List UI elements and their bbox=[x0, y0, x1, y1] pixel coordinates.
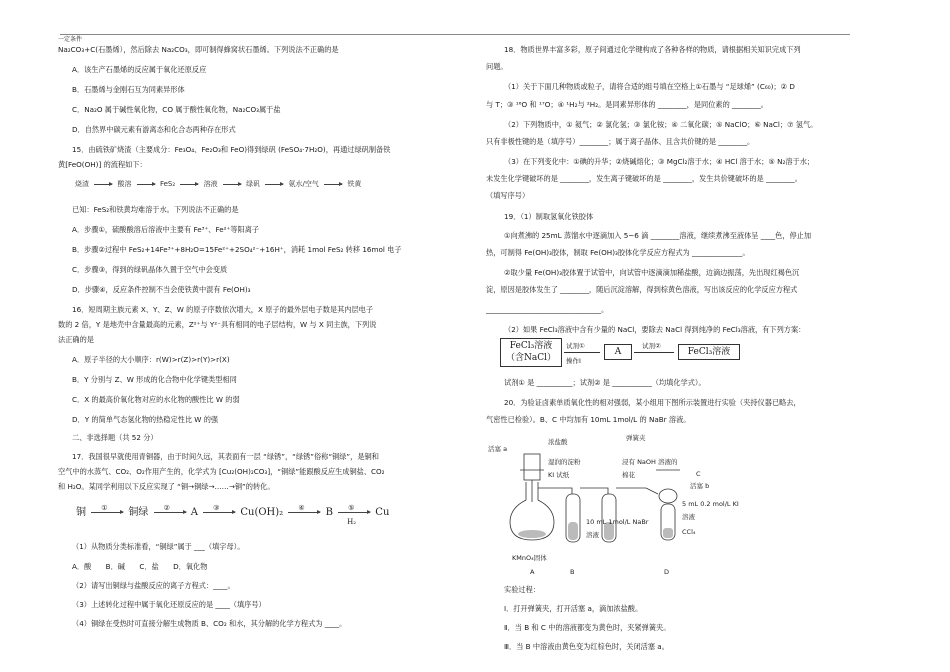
q15-stem: 15．由硫铁矿烧渣（主要成分：Fe₃O₄、Fe₂O₃和 FeO)得到绿矾 (FeSO₄·7H₂O)，再通过绿矾制备铁 bbox=[72, 145, 391, 154]
q17-stem-3: 和 H₂O。某同学利用以下反应实现了 “铜→铜绿→……→铜”的转化。 bbox=[58, 482, 275, 491]
q19-sub2: （2）如果 FeCl₃溶液中含有少量的 NaCl，要除去 NaCl 得到纯净的 FeCl₃溶液，有下列方案： bbox=[504, 325, 806, 334]
q17-sub4: （4）铜绿在受热时可直接分解生成物质 B、CO₂ 和水，其分解的化学方程式为 ____。 bbox=[72, 619, 347, 628]
flow17-arrow-5: ⑤ H₂ bbox=[338, 512, 370, 513]
apparatus-label-8: 浸有 NaOH 溶液的棉花 bbox=[622, 458, 678, 479]
flow15-step-3: 溶液 bbox=[203, 180, 218, 188]
flow17-node-5: Cu bbox=[375, 507, 390, 518]
flow17-arrow-1: ① bbox=[91, 512, 123, 513]
scheme-reagent-1: 试剂① bbox=[566, 342, 585, 350]
q18-sub3: （3）在下列变化中：①碘的升华；②烧碱熔化；③ MgCl₂溶于水；④ HCl 溶于水；⑤ N₂溶于水； bbox=[504, 157, 815, 166]
scheme-box-3: FeCl₃溶液 bbox=[678, 344, 740, 360]
q16-option-a: A．原子半径的大小顺序：r(W)>r(Z)>r(Y)>r(X) bbox=[72, 355, 230, 364]
apparatus-label-10: 活塞 b bbox=[690, 482, 710, 490]
q18-stem: 18．物质世界丰富多彩，原子间通过化学键构成了各种各样的物质，请根据相关知识完成下列 bbox=[504, 45, 801, 54]
q14-option-a: A．该生产石墨烯的反应属于氧化还原反应 bbox=[72, 65, 207, 74]
q16-stem: 16．短周期主族元素 X、Y、Z、W 的原子序数依次增大，X 原子的最外层电子数是其内层电子 bbox=[72, 305, 374, 314]
q20-stem: 20．为验证卤素单质氧化性的相对强弱，某小组用下图所示装置进行实验（夹持仪器已略去， bbox=[504, 398, 801, 407]
q18-sub1-2: 与 T；③ ¹⁶O 和 ¹⁷O；④ ¹H₂与 ²H₂。是同素异形体的 ________，是同位素的 ________。 bbox=[486, 100, 768, 109]
apparatus-label-13: D bbox=[664, 568, 670, 576]
flow15-arrow bbox=[137, 184, 155, 185]
q14-option-b: B．石墨烯与金刚石互为同素异形体 bbox=[72, 85, 185, 94]
q16-option-c: C．X 的最高价氧化物对应的水化物的酸性比 W 的弱 bbox=[72, 395, 240, 404]
flow17-arrow-2: ② bbox=[154, 512, 186, 513]
flow15-step-0: 烧渣 bbox=[75, 180, 89, 188]
left-line-0: Na₂CO₃+C(石墨烯），然后除去 Na₂CO₃，即可制得蜂窝状石墨烯。下列说法不正确的是 bbox=[58, 45, 339, 54]
q15-flowchart bbox=[74, 178, 362, 191]
q14-option-c: C．Na₂O 属于碱性氧化物，CO 属于酸性氧化物，Na₂CO₃属于盐 bbox=[72, 105, 281, 114]
q15-option-a: A．步骤①，硫酸酸溶后溶液中主要有 Fe³⁺、Fe²⁺等阳离子 bbox=[72, 225, 260, 234]
apparatus-label-5: 10 mL 1mol/L NaBr 溶液 bbox=[586, 518, 649, 539]
q19-sub1-a2: 热，可制得 Fe(OH)₃胶体，制取 Fe(OH)₃胶体化学反应方程式为 ______________。 bbox=[486, 248, 750, 257]
q18-sub2: （2）下列物质中，① 氦气；② 氯化氢；③ 氯化铵；④ 二氧化碳；⑤ NaClO；⑥ NaCl；⑦ 氢气。 bbox=[504, 120, 818, 129]
tube-a-b bbox=[538, 488, 572, 494]
q15-option-b: B．步骤②过程中 FeS₂+14Fe³⁺+8H₂O=15Fe²⁺+2SO₄²⁻+16H⁺，消耗 1mol FeS₂ 转移 16mol 电子 bbox=[72, 245, 402, 254]
q20-step-2: Ⅱ．当 B 和 C 中的溶液都变为黄色时，夹紧弹簧夹。 bbox=[504, 623, 671, 632]
flow17-node-4: B bbox=[325, 507, 333, 518]
dropping-funnel bbox=[524, 454, 540, 480]
q19-sub2-answer: 试剂① 是 __________；试剂② 是 ___________（均填化学式）。 bbox=[504, 378, 706, 387]
flow15-arrow bbox=[180, 184, 198, 185]
tube-b-c bbox=[580, 488, 608, 494]
scheme-box-2: A bbox=[604, 344, 632, 360]
q18-stem-2: 问题。 bbox=[486, 62, 508, 71]
flow17-node-1: 铜绿 bbox=[128, 507, 149, 518]
tube-c-d bbox=[616, 488, 658, 494]
q19-sub1-b2: 淀，原因是胶体发生了 ________，随后沉淀溶解，得到棕黄色溶液，写出该反应的化学反应方程式 bbox=[486, 285, 798, 294]
q17-sub1: （1）从物质分类标准看，“铜绿”属于 ___（填字母）。 bbox=[72, 542, 245, 551]
scheme-box-1-line-1: FeCl₃溶液 bbox=[509, 341, 553, 351]
flow15-arrow bbox=[324, 184, 342, 185]
flow15-step-1: 酸溶 bbox=[117, 180, 132, 188]
kmno4-solid bbox=[518, 530, 546, 538]
flow15-step-5: 氨水/空气 bbox=[288, 180, 319, 188]
section-heading: 二、非选择题（共 52 分） bbox=[72, 433, 158, 442]
q16-stem-3: 法正确的是 bbox=[58, 335, 94, 344]
flow17-arrow-3: ③ bbox=[203, 512, 235, 513]
condition-fragment: 一定条件 bbox=[58, 36, 83, 43]
q14-option-d: D．自然界中碳元素有游离态和化合态两种存在形式 bbox=[72, 125, 236, 134]
scheme-box-1 bbox=[500, 338, 562, 367]
q16-stem-2: 数的 2 倍，Y 是地壳中含量最高的元素，Z²⁺与 Y²⁻具有相同的电子层结构，W 与 X 同主族，下列说 bbox=[58, 320, 377, 329]
scheme-arrow-2 bbox=[634, 352, 674, 353]
scheme-op-1: 操作Ⅰ bbox=[566, 357, 581, 365]
q20-step-1: Ⅰ．打开弹簧夹，打开活塞 a，滴加浓盐酸。 bbox=[504, 604, 643, 613]
q16-option-d: D．Y 的简单气态氢化物的热稳定性比 W 的强 bbox=[72, 415, 219, 424]
flow15-arrow bbox=[94, 184, 112, 185]
q20-process-heading: 实验过程： bbox=[504, 585, 540, 594]
scheme-reagent-2: 试剂② bbox=[642, 342, 661, 350]
q19-stem: 19．（1）制取氢氧化铁胶体 bbox=[504, 212, 594, 221]
flow17-arrow-4: ④ bbox=[288, 512, 320, 513]
q19-sub1-b3: ________________________________。 bbox=[486, 305, 609, 314]
flow17-node-2: A bbox=[190, 507, 198, 518]
q17-stem: 17．我国很早就使用青铜器，由于时间久远，其表面有一层 “绿锈”，“绿锈”俗称“铜绿”，是铜和 bbox=[72, 452, 379, 461]
flow17-node-3: Cu(OH)₂ bbox=[240, 507, 284, 518]
flow17-node-0: 铜 bbox=[76, 507, 86, 518]
q19-sub1-a: ①向煮沸的 25mL 蒸馏水中逐滴加入 5~6 滴 ________溶液，继续煮沸至液体呈 ____色，停止加 bbox=[504, 231, 812, 240]
q17-sub2: （2）请写出铜绿与盐酸反应的离子方程式：____。 bbox=[72, 581, 235, 590]
flow15-step-4: 绿矾 bbox=[246, 180, 261, 188]
apparatus-label-3: KMnO₄固体 bbox=[512, 554, 547, 562]
flow15-arrow bbox=[265, 184, 283, 185]
q17-flowchart bbox=[76, 504, 390, 526]
q17-sub3: （3）上述转化过程中属于氧化还原反应的是 ____（填序号） bbox=[72, 600, 266, 609]
ccl4-layer bbox=[663, 528, 673, 538]
q17-stem-2: 空气中的水蒸气、CO₂、O₂作用产生的，化学式为 [Cu₂(OH)₂CO₃]，“铜绿”能跟酸反应生成铜盐、CO₂ bbox=[58, 467, 385, 476]
q20-step-3: Ⅲ．当 B 中溶液由黄色变为红棕色时，关闭活塞 a。 bbox=[504, 642, 669, 651]
q15-known: 已知：FeS₂和铁黄均难溶于水。下列说法不正确的是 bbox=[72, 205, 239, 214]
q16-option-b: B．Y 分别与 Z、W 形成的化合物中化学键类型相同 bbox=[72, 375, 237, 384]
apparatus-label-7: 弹簧夹 bbox=[626, 434, 646, 442]
q17-sub1-options: A．酸 B．碱 C．盐 D．氧化物 bbox=[72, 562, 208, 571]
apparatus-label-9: C bbox=[696, 470, 701, 478]
q18-sub2-2: 只有非极性键的是（填序号）________；属于离子晶体、且含共价键的是 ________。 bbox=[486, 137, 755, 146]
apparatus-label-12: CCl₄ bbox=[682, 528, 696, 536]
q20-stem-2: 气密性已检验）。B、C 中均加有 10mL 1mol/L 的 NaBr 溶液。 bbox=[486, 415, 691, 424]
flow15-step-2: FeS₂ bbox=[159, 180, 176, 188]
scheme-box-1-line-2: （含NaCl） bbox=[505, 353, 556, 363]
bulb-d bbox=[659, 489, 677, 503]
header-rule bbox=[60, 34, 850, 35]
nabr-solution-b bbox=[568, 522, 578, 540]
scheme-arrow-1 bbox=[564, 352, 600, 353]
flow15-arrow bbox=[223, 184, 241, 185]
apparatus-label-0: 活塞 a bbox=[488, 445, 508, 453]
q15-option-d: D．步骤④，反应条件控制不当会使铁黄中混有 Fe(OH)₃ bbox=[72, 285, 251, 294]
q15-stem-2: 黄[FeO(OH)] 的流程如下： bbox=[58, 160, 147, 169]
apparatus-label-4: A bbox=[530, 568, 535, 576]
flow15-step-6: 铁黄 bbox=[347, 180, 362, 188]
q18-sub3-2: 未发生化学键破坏的是 ________，发生离子键破坏的是 ________，发生共价键破坏的是 ________。 bbox=[486, 174, 802, 183]
q19-sub1-b: ②取少量 Fe(OH)₃胶体置于试管中，向试管中逐滴滴加稀盐酸，边滴边振荡，先出现红褐色沉 bbox=[504, 268, 800, 277]
q15-option-c: C．步骤③，得到的绿矾晶体久置于空气中会变质 bbox=[72, 265, 228, 274]
apparatus-label-1: 浓盐酸 bbox=[548, 438, 568, 446]
apparatus-label-2: 湿润的淀粉 KI 试纸 bbox=[548, 458, 581, 479]
apparatus-label-6: B bbox=[570, 568, 575, 576]
q18-sub1: （1）关于下面几种物质或粒子，请将合适的组号填在空格上①石墨与 “足球烯” (C₆₀)；② D bbox=[504, 82, 795, 91]
apparatus-label-11: 5 mL 0.2 mol/L KI 溶液 bbox=[682, 500, 739, 521]
q18-sub3-3: （填写序号） bbox=[486, 191, 530, 200]
